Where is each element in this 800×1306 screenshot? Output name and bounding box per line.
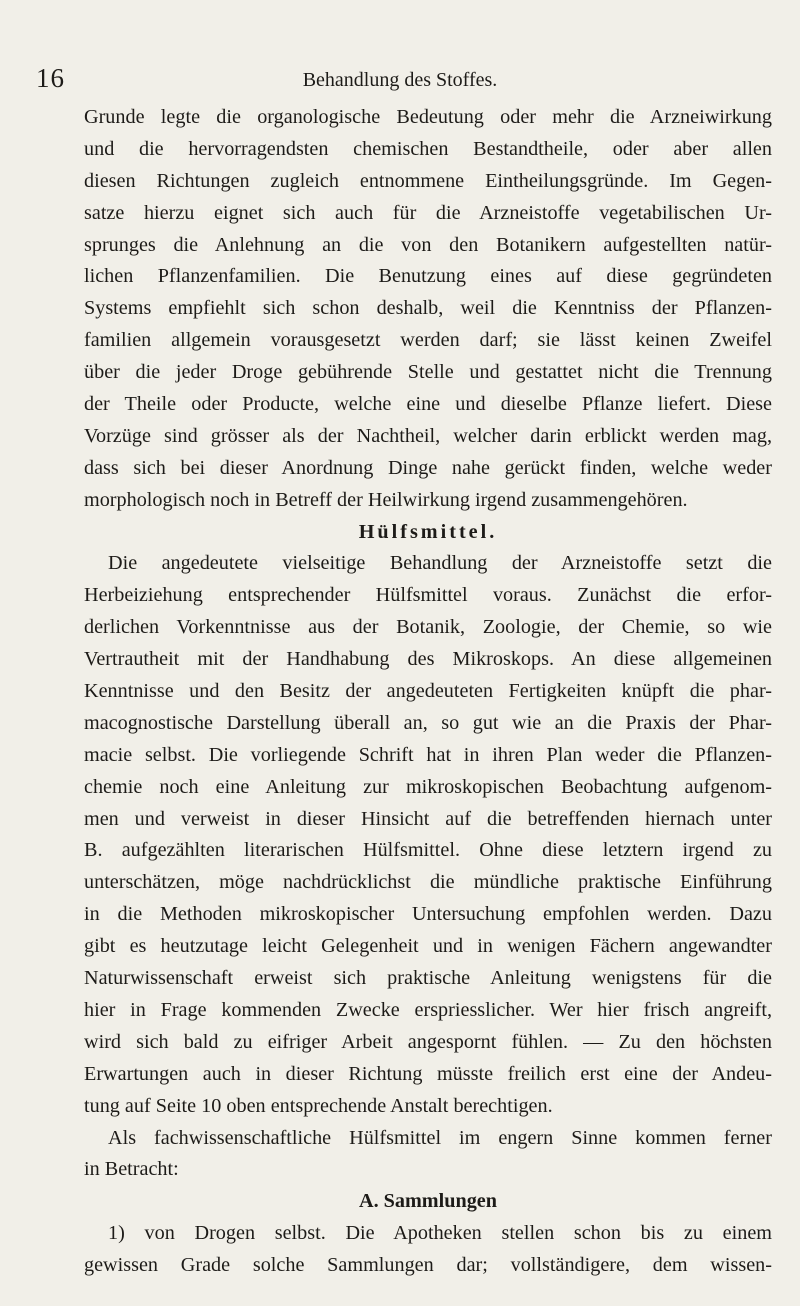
text-line: Naturwissenschaft erweist sich praktische Anleitung wenigstens für die	[84, 967, 772, 990]
text-line: gibt es heutzutage leicht Gelegenheit und in wenigen Fächern angewandter	[84, 935, 772, 958]
text-line: hier in Frage kommenden Zwecke erspriesslicher. Wer hier frisch angreift,	[84, 998, 772, 1021]
text-line: gewissen Grade solche Sammlungen dar; vollständigere, dem wissen-	[84, 1254, 772, 1277]
text-line: macognostische Darstellung überall an, so gut wie an die Praxis der Phar-	[84, 711, 772, 734]
text-line: chemie noch eine Anleitung zur mikroskopischen Beobachtung aufgenom-	[84, 775, 772, 798]
text-line: Erwartungen auch in dieser Richtung müsste freilich erst eine der Andeu-	[84, 1062, 772, 1085]
text-line: in die Methoden mikroskopischer Untersuchung empfohlen werden. Dazu	[84, 903, 772, 926]
text-line: Vorzüge sind grösser als der Nachtheil, welcher darin erblickt werden mag,	[84, 424, 772, 447]
text-line: wird sich bald zu eifriger Arbeit angespornt fühlen. — Zu den höchsten	[84, 1030, 772, 1053]
text-line: über die jeder Droge gebührende Stelle und gestattet nicht die Trennung	[84, 361, 772, 384]
subsection-heading: A. Sammlungen	[359, 1190, 497, 1213]
text-line: unterschätzen, möge nachdrücklichst die mündliche praktische Einführung	[84, 871, 772, 894]
text-line: Herbeiziehung entsprechender Hülfsmittel voraus. Zunächst die erfor-	[84, 584, 772, 607]
text-line: Systems empfiehlt sich schon deshalb, weil die Kenntniss der Pflanzen-	[84, 297, 772, 320]
text-line: der Theile oder Producte, welche eine und dieselbe Pflanze liefert. Diese	[84, 393, 772, 416]
text-line: in Betracht:	[84, 1158, 179, 1181]
text-line: Grunde legte die organologische Bedeutung oder mehr die Arzneiwirkung	[84, 106, 772, 128]
text-line: men und verweist in dieser Hinsicht auf die betreffenden hiernach unter	[84, 807, 772, 830]
text-line: Als fachwissenschaftliche Hülfsmittel im engern Sinne kommen ferner	[108, 1126, 772, 1149]
text-line: satze hierzu eignet sich auch für die Arzneistoffe vegetabilischen Ur-	[84, 201, 772, 224]
text-line: sprunges die Anlehnung an die von den Botanikern aufgestellten natür-	[84, 233, 772, 256]
text-line: tung auf Seite 10 oben entsprechende Anstalt berechtigen.	[84, 1094, 553, 1117]
text-line: diesen Richtungen zugleich entnommene Eintheilungsgründe. Im Gegen-	[84, 169, 772, 192]
text-line: morphologisch noch in Betreff der Heilwirkung irgend zusammengehören.	[84, 488, 688, 511]
page-header	[0, 60, 800, 96]
text-line: Vertrautheit mit der Handhabung des Mikroskops. An diese allgemeinen	[84, 648, 772, 671]
page-number: 16	[36, 63, 65, 93]
body-text	[84, 102, 772, 1282]
text-line: macie selbst. Die vorliegende Schrift hat in ihren Plan weder die Pflanzen-	[84, 743, 772, 766]
text-line: 1) von Drogen selbst. Die Apotheken stellen schon bis zu einem	[108, 1222, 772, 1245]
section-heading: Hülfsmittel.	[358, 520, 498, 543]
text-line: Die angedeutete vielseitige Behandlung der Arzneistoffe setzt die	[108, 552, 772, 575]
text-line: derlichen Vorkenntnisse aus der Botanik, Zoologie, der Chemie, so wie	[84, 616, 772, 639]
text-line: familien allgemein vorausgesetzt werden darf; sie lässt keinen Zweifel	[84, 329, 772, 352]
running-head: Behandlung des Stoffes.	[302, 69, 498, 91]
text-line: lichen Pflanzenfamilien. Die Benutzung eines auf diese gegründeten	[84, 265, 772, 288]
text-line: Kenntnisse und den Besitz der angedeuteten Fertigkeiten knüpft die phar-	[84, 680, 772, 703]
text-line: B. aufgezählten literarischen Hülfsmittel. Ohne diese letztern irgend zu	[84, 839, 772, 862]
text-line: dass sich bei dieser Anordnung Dinge nahe gerückt finden, welche weder	[84, 456, 772, 479]
text-line: und die hervorragendsten chemischen Bestandtheile, oder aber allen	[84, 137, 772, 160]
